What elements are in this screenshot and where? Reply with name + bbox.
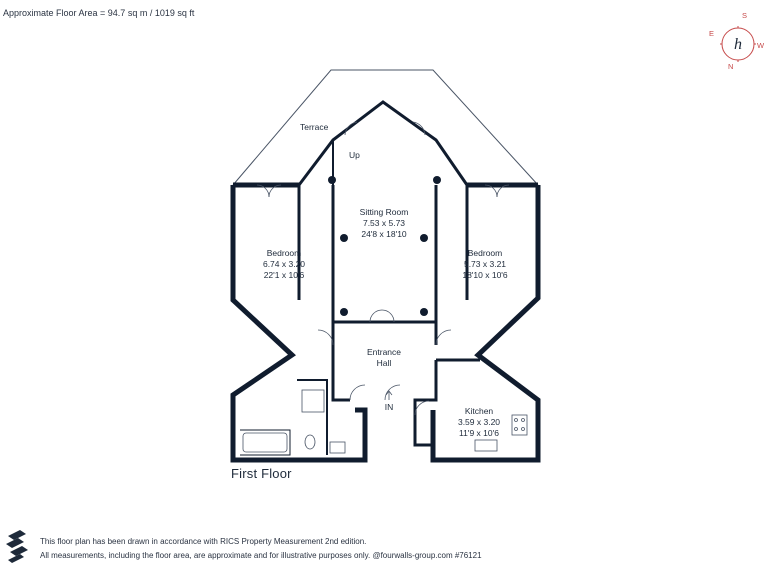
kitchen-label: [458, 406, 500, 438]
entrance-hall-name2: Hall: [376, 358, 392, 368]
bedroom-right-label: [462, 248, 508, 280]
kitchen-imperial: 11'9 x 10'6: [459, 428, 499, 438]
sitting-room-name: Sitting Room: [359, 207, 409, 217]
terrace-label: Terrace: [300, 122, 329, 132]
footer-disclaimer-1: This floor plan has been drawn in accordance with RICS Property Measurement 2nd edition.: [40, 537, 367, 546]
entrance-hall-name: Entrance: [366, 347, 402, 357]
bedroom-right-name: Bedroom: [467, 248, 503, 258]
bedroom-left-name: Bedroom: [266, 248, 302, 258]
bedroom-right-imperial: 18'10 x 10'6: [462, 270, 508, 280]
compass-s: S: [742, 11, 748, 20]
entrance-hall-label: [367, 347, 401, 368]
floor-area-text: Approximate Floor Area = 94.7 sq m / 1019 sq ft: [3, 8, 195, 18]
bathroom-fixtures: [243, 390, 345, 453]
fourwalls-logo-icon: [4, 530, 30, 564]
kitchen-name: Kitchen: [464, 406, 494, 416]
columns: [328, 176, 441, 316]
sitting-room-label: [360, 207, 409, 239]
footer-disclaimer-2: All measurements, including the floor area, are approximate and for illustrative purposes only. @fourwalls-group.com #76121: [40, 551, 482, 560]
bedroom-right-metric: 5.73 x 3.21: [463, 259, 507, 269]
compass-w: W: [757, 41, 765, 50]
bedroom-left-imperial: 22'1 x 10'6: [263, 270, 305, 280]
sitting-room-metric: 7.53 x 5.73: [362, 218, 406, 228]
compass-e: E: [709, 29, 715, 38]
entrance-in-label: IN: [384, 402, 394, 412]
kitchen-metric: 3.59 x 3.20: [457, 417, 501, 427]
terrace-outline: [233, 70, 538, 185]
bedroom-left-label: [263, 248, 305, 280]
bedroom-left-metric: 6.74 x 3.20: [262, 259, 306, 269]
floor-title: First Floor: [231, 466, 292, 481]
stairs-label: Up: [349, 150, 360, 160]
compass-n: N: [728, 62, 734, 71]
logo-letter: h: [734, 36, 742, 53]
sitting-room-imperial: 24'8 x 18'10: [361, 229, 407, 239]
